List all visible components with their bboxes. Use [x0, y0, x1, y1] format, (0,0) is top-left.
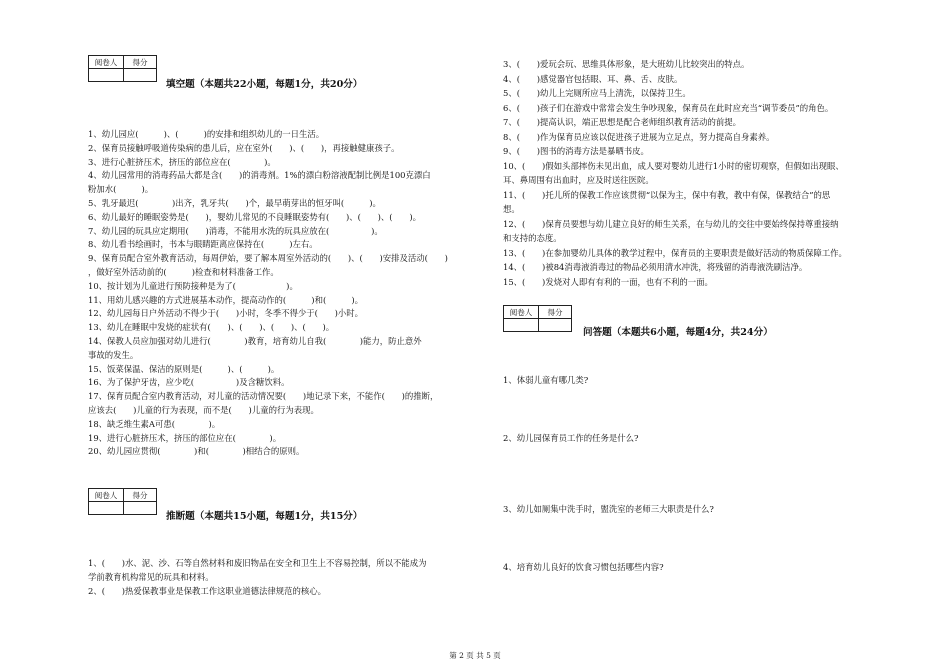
score-cell[interactable] — [124, 502, 157, 515]
judge-section-title: 推断题（本题共15小题，每题1分，共15分） — [166, 511, 363, 522]
question-line: 6、幼儿最好的睡眠姿势是( )，婴幼儿常见的不良睡眠姿势有( )、( )、( )。 — [88, 211, 421, 222]
question-line: 9、保育员配合室外教育活动，每周伊始，要了解本周室外活动的( )、( )安排及活动( ) — [88, 253, 448, 264]
question-line: 2、( )热爱保教事业是保教工作这职业道德法律规范的核心。 — [88, 586, 326, 597]
question-line: 学前教育机构常见的玩具和材料。 — [88, 572, 214, 583]
qa-question: 4、培育幼儿良好的饮食习惯包括哪些内容? — [503, 562, 664, 572]
reviewer-cell[interactable] — [504, 319, 539, 332]
score-label: 得分 — [124, 489, 157, 502]
question-line: 11、( )托儿所的保教工作应该贯彻“以保为主，保中有教，教中有保，保教结合”的思 — [503, 189, 831, 200]
question-line: 14、( )被84消毒液消毒过的物品必须用清水冲洗，将残留的消毒液洗刷洁净。 — [503, 262, 808, 272]
qa-question: 1、体弱儿童有哪几类? — [503, 375, 589, 385]
question-line: 10、( )假如头部摔伤未见出血，成人要对婴幼儿进行1小时的密切观察，但假如出现眼、 — [503, 160, 844, 171]
question-line: 事故的发生。 — [88, 349, 139, 360]
question-line: 15、( )发烧对人即有有利的一面，也有不利的一面。 — [503, 276, 713, 287]
reviewer-cell[interactable] — [89, 502, 124, 515]
question-line: 8、幼儿看书绘画时，书本与眼睛距离应保持在( )左右。 — [88, 239, 318, 250]
reviewer-label: 阅卷人 — [89, 56, 124, 69]
question-line: 4、( )感觉器官包括眼、耳、鼻、舌、皮肤。 — [503, 73, 683, 84]
question-line: 20、幼儿园应贯彻( )和( )相结合的原则。 — [88, 446, 305, 457]
question-line: 14、保教人员应加强对幼儿进行( )教育，培育幼儿自我( )能力，防止意外 — [88, 336, 422, 346]
question-line: 13、( )在参加婴幼儿具体的教学过程中，保育员的主要职责是做好活动的物质保障工作。 — [503, 247, 847, 258]
question-line: 3、进行心脏挤压术，挤压的部位应在( )。 — [88, 156, 276, 167]
question-line: 7、幼儿园的玩具应定期用( )消毒，不能用水洗的玩具应放在( )。 — [88, 225, 383, 236]
reviewer-cell[interactable] — [89, 69, 124, 82]
page-footer: 第 2 页 共 5 页 — [449, 651, 501, 660]
question-line: 5、( )幼儿上完厕所应马上清洗，以保持卫生。 — [503, 88, 691, 98]
score-box-judge — [88, 488, 157, 515]
score-cell[interactable] — [124, 69, 157, 82]
question-line: 10、按计划为儿童进行预防接种是为了( )。 — [88, 280, 298, 291]
qa-section-title: 问答题（本题共6小题，每题4分，共24分） — [583, 327, 773, 338]
question-line: 粉加水( )。 — [88, 184, 154, 195]
question-line: 16、为了保护牙齿，应少吃( )及含糖饮料。 — [88, 377, 290, 388]
reviewer-label: 阅卷人 — [89, 489, 124, 502]
question-line: 18、缺乏维生素A可患( )。 — [88, 418, 221, 429]
question-line: 9、( )图书的消毒方法是暴晒书皮。 — [503, 146, 649, 156]
question-line: 17、保育员配合室内教育活动，对儿童的活动情况要( )地记录下来，不能作( )的推断， — [88, 391, 439, 402]
question-line: 12、幼儿园每日户外活动不得少于( )小时，冬季不得少于( )小时。 — [88, 308, 363, 319]
question-line: 应该去( )儿童的行为表现，而不是( )儿童的行为表现。 — [88, 405, 319, 415]
fill-section-title: 填空题（本题共22小题，每题1分，共20分） — [166, 79, 363, 90]
score-label: 得分 — [539, 306, 572, 319]
score-box-qa — [503, 305, 572, 332]
qa-question: 3、幼儿如厕集中洗手时，盥洗室的老师三大职责是什么? — [503, 504, 714, 514]
question-line: 5、乳牙最迟( )出齐，乳牙共( )个，最早萌芽出的恒牙叫( )。 — [88, 198, 381, 208]
question-line: 13、幼儿在睡眠中发烧的症状有( )、( )、( )、( )。 — [88, 322, 335, 333]
question-line: 19、进行心脏挤压术，挤压的部位应在( )。 — [88, 432, 282, 443]
qa-question: 2、幼儿园保育员工作的任务是什么? — [503, 433, 639, 443]
question-line: 和支持的态度。 — [503, 233, 562, 243]
question-line: 1、幼儿园应( )、( )的安排和组织幼儿的一日生活。 — [88, 129, 325, 139]
question-line: 11、用幼儿感兴趣的方式进展基本动作，提高动作的( )和( )。 — [88, 294, 363, 305]
question-line: ，做好室外活动前的( )检查和材料准备工作。 — [88, 267, 279, 277]
score-label: 得分 — [124, 56, 157, 69]
question-line: 6、( )孩子们在游戏中常常会发生争吵现象，保育员在此时应充当“调节委员”的角色。 — [503, 102, 834, 113]
question-line: 耳、鼻周围有出血时，应及时送往医院。 — [503, 175, 654, 185]
question-line: 7、( )提高认识，端正思想是配合老师组织教育活动的前提。 — [503, 117, 741, 127]
question-line: 想。 — [503, 204, 520, 214]
question-line: 12、( )保育员要想与幼儿建立良好的师生关系，在与幼儿的交往中要始终保持尊重接纳 — [503, 218, 839, 229]
question-line: 4、幼儿园常用的消毒药品大都是含( )的消毒剂。1%的漂白粉溶液配制比例是100克漂白 — [88, 170, 431, 181]
question-line: 3、( )爱玩会玩、思维具体形象，是大班幼儿比较突出的特点。 — [503, 59, 750, 69]
score-box-fill — [88, 55, 157, 82]
question-line: 8、( )作为保育员应该以促进孩子进展为立足点，努力提高自身素养。 — [503, 131, 775, 142]
reviewer-label: 阅卷人 — [504, 306, 539, 319]
question-line: 15、饭菜保温、保洁的原则是( )、( )。 — [88, 363, 280, 374]
question-line: 2、保育员接触呼吸道传染病的患儿后，应在室外( )、( )，再接触健康孩子。 — [88, 142, 400, 153]
question-line: 1、( )水、泥、沙、石等自然材料和废旧物品在安全和卫生上不容易控制，所以不能成为 — [88, 558, 427, 568]
score-cell[interactable] — [539, 319, 572, 332]
